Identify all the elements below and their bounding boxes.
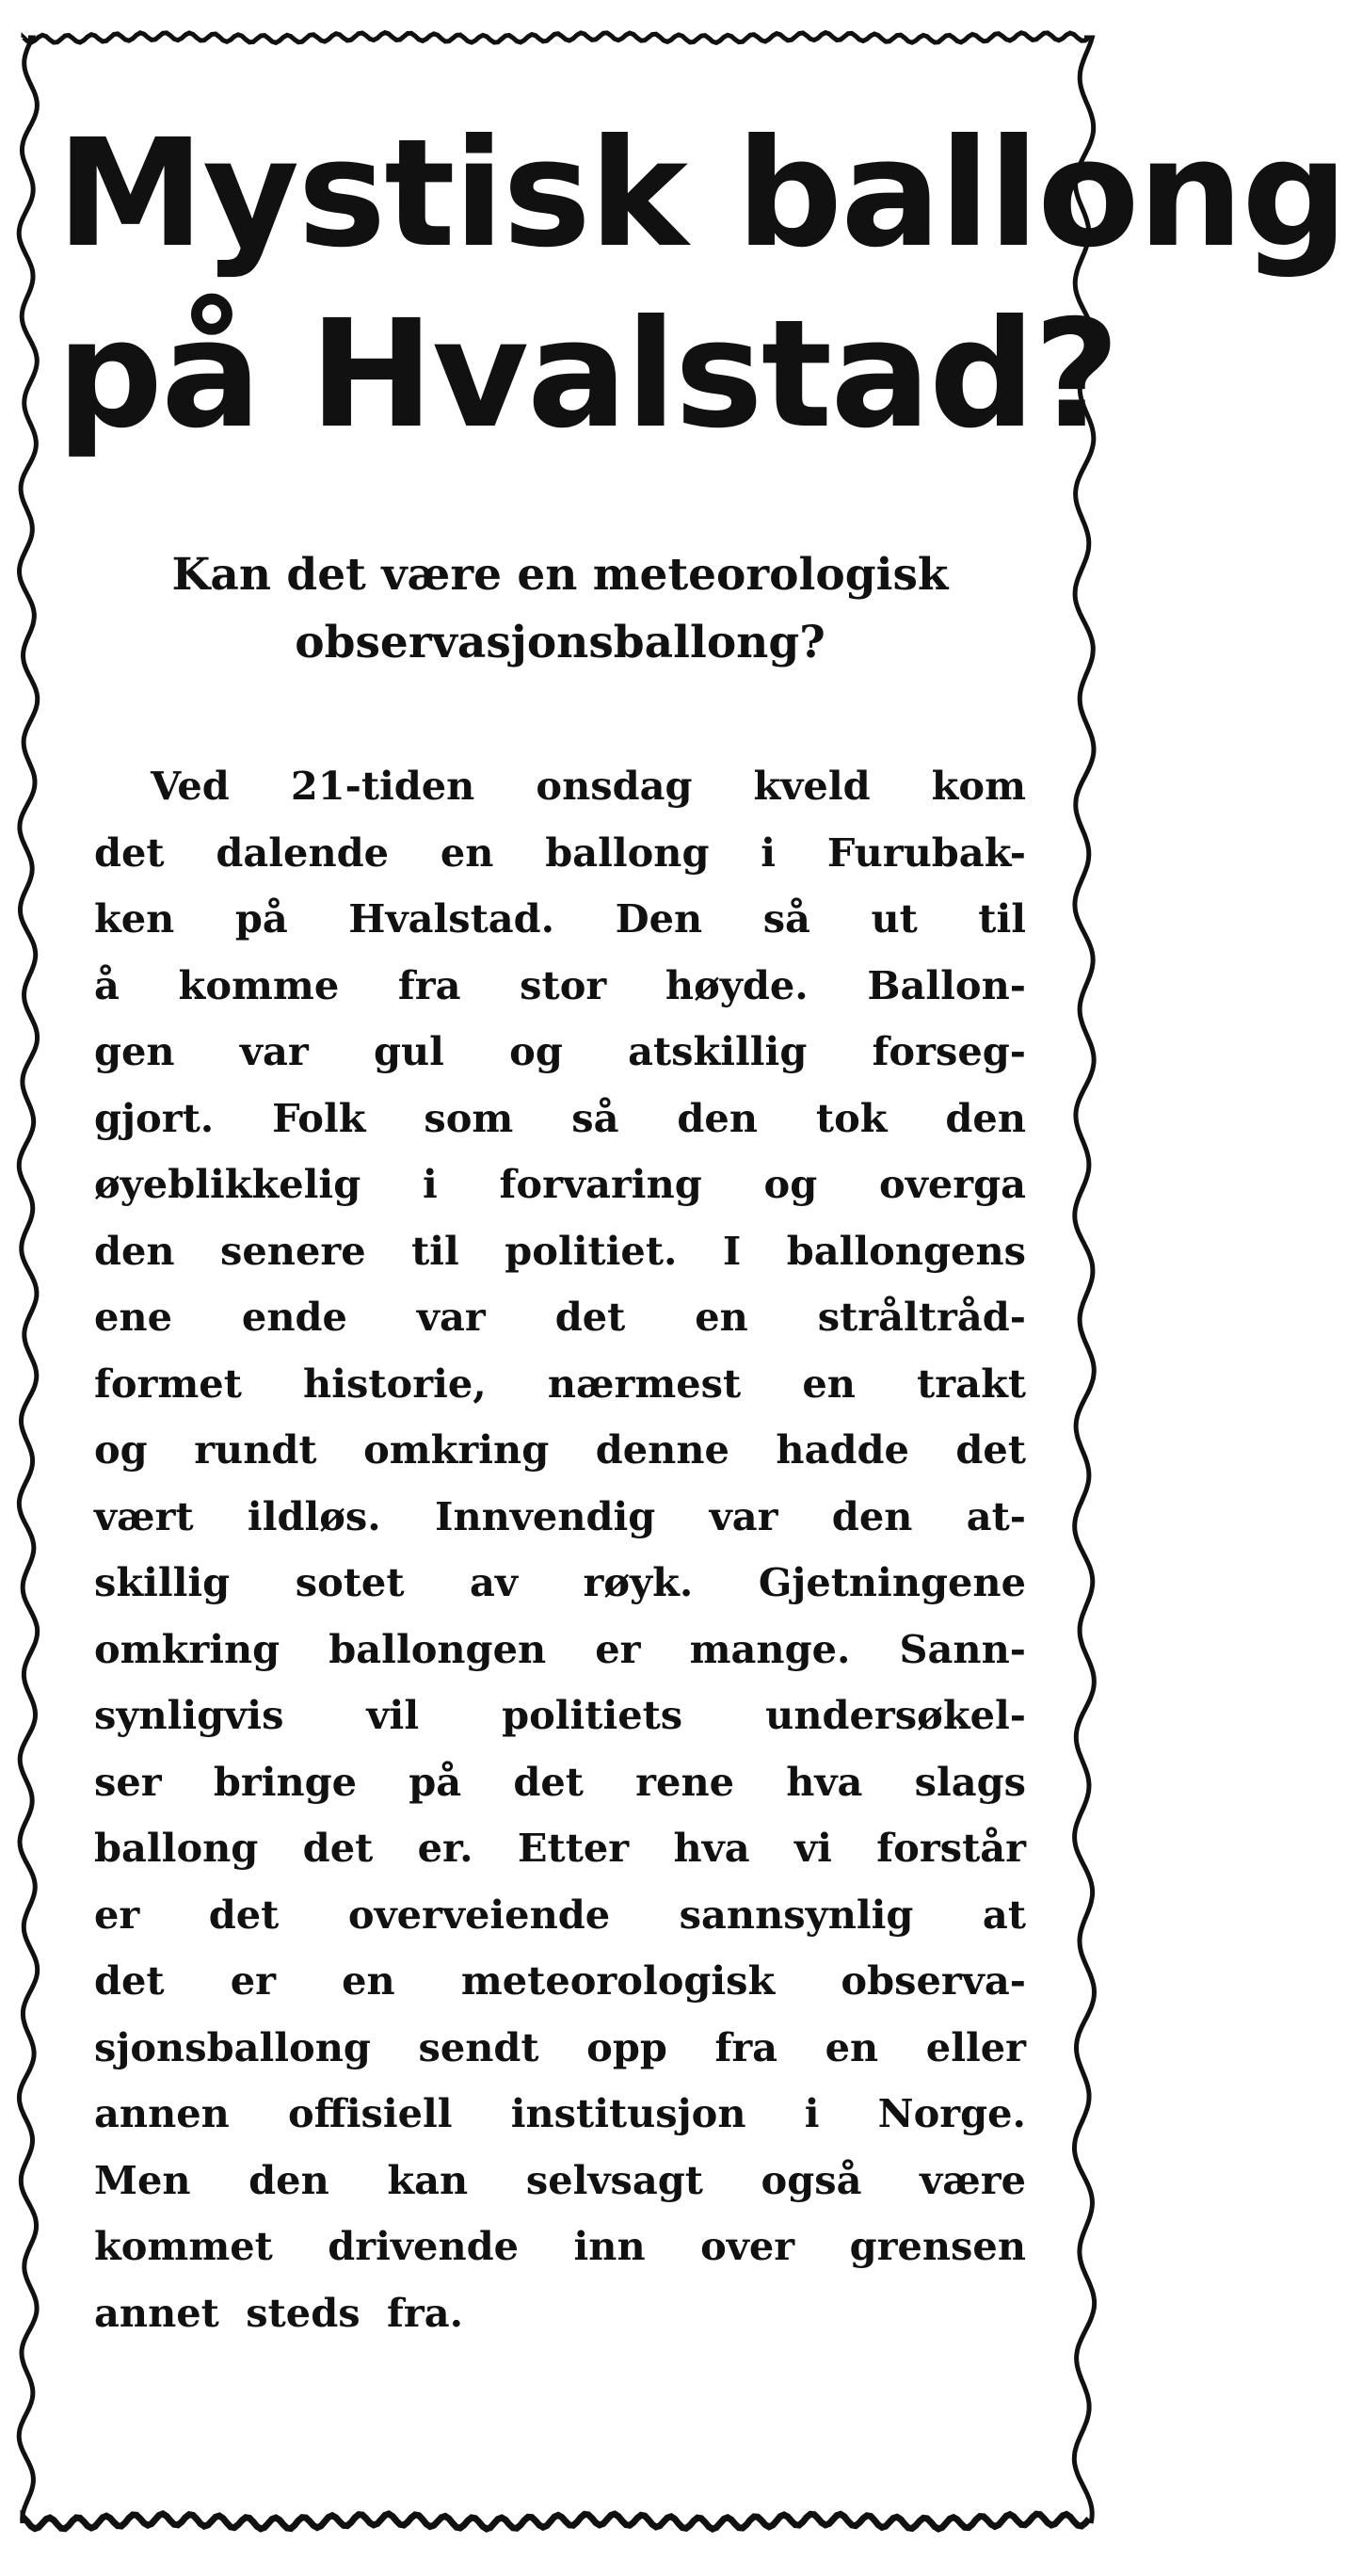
border-bottom (24, 2514, 1089, 2529)
body-line: synligvis vil politiets undersøkel- (94, 1692, 1026, 1738)
body-line: den senere til politiet. I ballongens (94, 1227, 1026, 1274)
body-line: annen offisiell institusjon i Norge. (94, 2090, 1026, 2136)
body-line: øyeblikkelig i forvaring og overga (94, 1161, 1026, 1207)
border-top (24, 33, 1089, 43)
body-line: omkring ballongen er mange. Sann- (94, 1625, 1026, 1672)
body-line: det er en meteorologisk observa- (94, 1957, 1026, 2004)
body-line: ser bringe på det rene hva slags (94, 1758, 1026, 1805)
body-line: gen var gul og atskillig forseg- (94, 1028, 1026, 1074)
subheadline-line-2: observasjonsballong? (295, 617, 825, 668)
body-line: kommet drivende inn over grensen (94, 2223, 1026, 2269)
subheadline-line-1: Kan det være en meteorologisk (171, 549, 949, 601)
body-line: ken på Hvalstad. Den så ut til (94, 895, 1026, 942)
body-line: annet steds fra. (94, 2289, 464, 2336)
body-line: og rundt omkring denne hadde det (94, 1426, 1026, 1473)
body-line: sjonsballong sendt opp fra en eller (94, 2023, 1026, 2070)
headline (56, 104, 1346, 465)
body-line: Ved 21-tiden onsdag kveld kom (151, 763, 1026, 809)
subheadline (75, 541, 1045, 677)
headline-line-2: på Hvalstad? (56, 288, 1118, 461)
body-line: skillig sotet av røyk. Gjetningene (94, 1559, 1026, 1605)
body-line: formet historie, nærmest en trakt (94, 1360, 1026, 1407)
body-line: gjort. Folk som så den tok den (94, 1094, 1026, 1141)
border-left (19, 38, 38, 2523)
article-body (94, 753, 1026, 2346)
body-line: ene ende var det en stråltråd- (94, 1294, 1026, 1340)
body-line: vært ildløs. Innvendig var den at- (94, 1492, 1026, 1539)
body-line: Men den kan selvsagt også være (94, 2156, 1026, 2203)
body-line: ballong det er. Etter hva vi forstår (94, 1825, 1026, 1871)
body-line: å komme fra stor høyde. Ballon- (94, 961, 1026, 1008)
body-line: er det overveiende sannsynlig at (94, 1891, 1026, 1938)
headline-line-1: Mystisk ballong (56, 107, 1346, 281)
body-line: det dalende en ballong i Furubak- (94, 829, 1026, 876)
